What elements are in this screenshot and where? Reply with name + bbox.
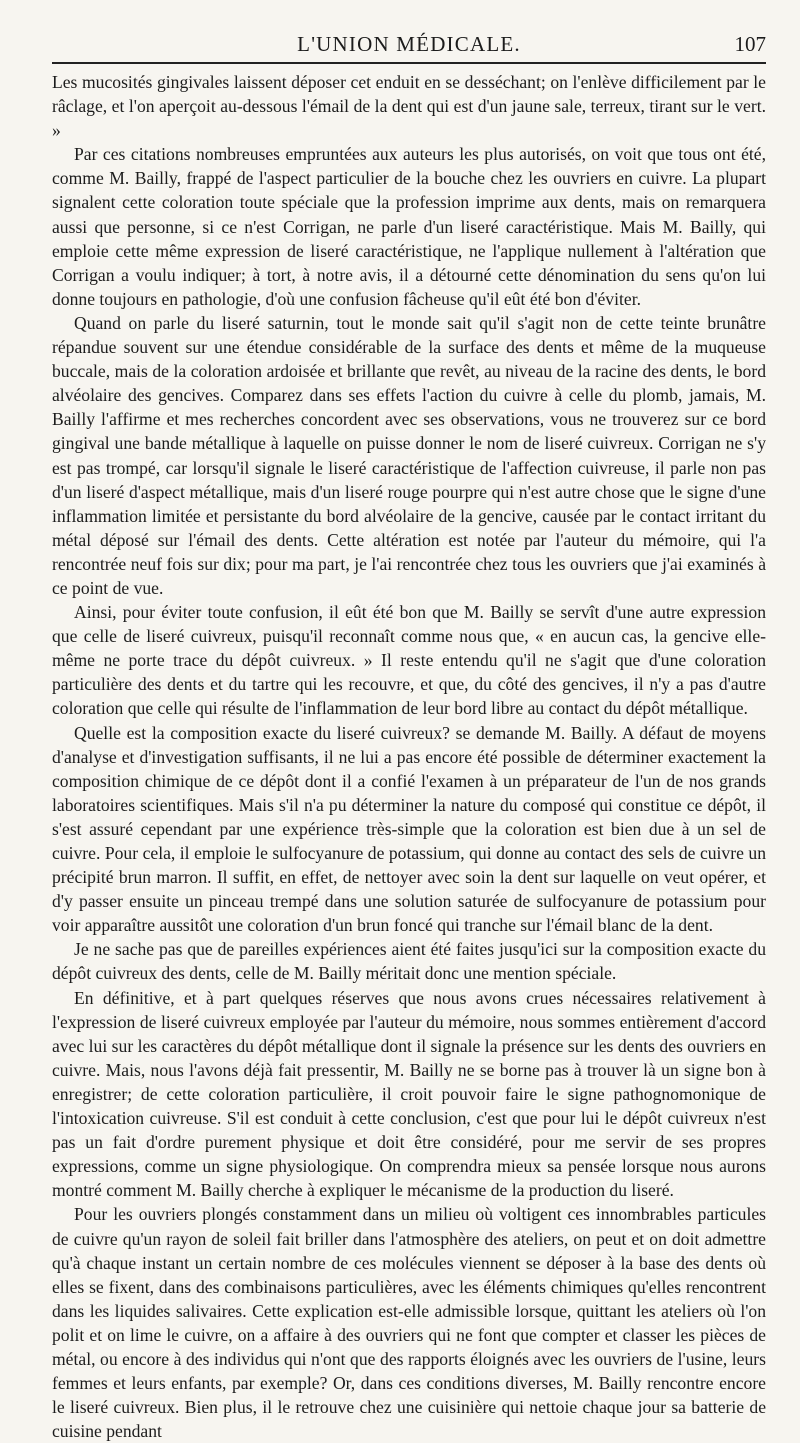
paragraph: Je ne sache pas que de pareilles expériences aient été faites jusqu'ici sur la composition exacte du dépôt cuivreux des dents, celle de M. Bailly méritait donc une mention spéciale. [52, 939, 766, 984]
running-header [52, 28, 766, 62]
journal-title: L'UNION MÉDICALE. [297, 32, 521, 56]
paragraph: Quand on parle du liseré saturnin, tout le monde sait qu'il s'agit non de cette teinte brunâtre répandue souvent sur une étendue considérable de la surface des dents et même de la muqueuse buccale, mais de la coloration ardoisée et brillante que revêt, au niveau de la racine des dents, le bord alvéolaire des gencives. Comparez dans ses effets l'action du cuivre à celle du plomb, jamais, M. Bailly l'affirme et mes recherches concordent avec ses observations, vous ne trouverez sur ce bord gingival une bande métallique à laquelle on puisse donner le nom de liseré cuivreux. Corrigan ne s'y est pas trompé, car lorsqu'il signale le liseré caractéristique de l'affection cuivreuse, il parle non pas d'un liseré d'aspect métallique, mais d'un liseré rouge pourpre qui n'est autre chose que le signe d'une inflammation limitée et persistante du bord alvéolaire de la gencive, causée par le contact irritant du métal déposé sur l'émail des dents. Cette altération est notée par l'auteur du mémoire, qui l'a rencontrée neuf fois sur dix; pour ma part, je l'ai rencontrée chez tous les ouvriers que j'ai examinés à ce point de vue. [52, 312, 766, 598]
header-rule [52, 62, 766, 64]
paragraph: Pour les ouvriers plongés constamment dans un milieu où voltigent ces innombrables particules de cuivre qu'un rayon de soleil fait briller dans l'atmosphère des ateliers, on peut et on doit admettre qu'à chaque instant un certain nombre de ces molécules viennent se déposer à la base des dents où elles se fixent, dans des combinaisons particulières, avec les éléments chimiques qu'elles rencontrent dans les liquides salivaires. Cette explication est-elle admissible lorsque, quittant les ateliers où l'on polit et on lime le cuivre, on a affaire à des ouvriers qui ne font que compter et classer les pièces de métal, ou encore à des individus qui n'ont que des rapports éloignés avec les ouvriers de l'usine, leurs femmes et leurs enfants, par exemple? Or, dans ces conditions diverses, M. Bailly rencontre encore le liseré cuivreux. Bien plus, il le retrouve chez une cuisinière qui nettoie chaque jour sa batterie de cuisine pendant [52, 1204, 766, 1442]
paragraph: Par ces citations nombreuses empruntées aux auteurs les plus autorisés, on voit que tous ont été, comme M. Bailly, frappé de l'aspect particulier de la bouche chez les ouvriers en cuivre. La plupart signalent cette coloration toute spéciale que la profession imprime aux dents, mais on remarquera aussi que personne, si ce n'est Corrigan, ne parle d'un liseré caractéristique. Mais M. Bailly, qui emploie cette même expression de liseré caractéristique, ne l'applique nullement à l'altération que Corrigan a voulu indiquer; à tort, à notre avis, il a détourné cette dénomination du sens qu'on lui donne toujours en pathologie, d'où une confusion fâcheuse qu'il eût été bon d'éviter. [52, 144, 766, 309]
paragraph: Les mucosités gingivales laissent déposer cet enduit en se desséchant; on l'enlève difficilement par le râclage, et l'on aperçoit au-dessous l'émail de la dent qui est d'un jaune sale, terreux, tirant sur le vert. » [52, 72, 766, 141]
article-body [52, 70, 766, 1443]
page-number: 107 [734, 32, 766, 56]
paragraph: Ainsi, pour éviter toute confusion, il eût été bon que M. Bailly se servît d'une autre expression que celle de liseré cuivreux, puisqu'il reconnaît comme nous que, « en aucun cas, la gencive elle-même ne porte trace du dépôt cuivreux. » Il reste entendu qu'il ne s'agit que d'une coloration particulière des dents et du tartre qui les recouvre, et que, du côté des gencives, il n'y a pas d'autre coloration que celle qui résulte de l'inflammation de leur bord libre au contact du dépôt métallique. [52, 602, 766, 719]
paragraph: En définitive, et à part quelques réserves que nous avons crues nécessaires relativement à l'expression de liseré cuivreux employée par l'auteur du mémoire, nous sommes entièrement d'accord avec lui sur les caractères du dépôt métallique dont il signale la présence sur les dents des ouvriers en cuivre. Mais, nous l'avons déjà fait pressentir, M. Bailly ne se borne pas à trouver là un signe bon à enregistrer; de cette coloration particulière, il croit pouvoir faire le signe pathognomonique de l'intoxication cuivreuse. S'il est conduit à cette conclusion, c'est que pour lui le dépôt cuivreux n'est pas un fait d'ordre purement physique et doit être considéré, pour me servir de ses propres expressions, comme un signe physiologique. On comprendra mieux sa pensée lorsque nous aurons montré comment M. Bailly cherche à expliquer le mécanisme de la production du liseré. [52, 987, 766, 1201]
paragraph: Quelle est la composition exacte du liseré cuivreux? se demande M. Bailly. A défaut de moyens d'analyse et d'investigation suffisants, il ne lui a pas encore été possible de déterminer exactement la composition chimique de ce dépôt dont il a confié l'examen à un préparateur de l'un de nos grands laboratoires scientifiques. Mais s'il n'a pu déterminer la nature du composé qui constitue ce dépôt, il s'est assuré cependant par une expérience très-simple que la coloration est bien due à un sel de cuivre. Pour cela, il emploie le sulfocyanure de potassium, qui donne au contact des sels de cuivre un précipité brun marron. Il suffit, en effet, de nettoyer avec soin la dent sur laquelle on veut opérer, et d'y passer ensuite un pinceau trempé dans une solution saturée de sulfocyanure de potassium pour voir apparaître aussitôt une coloration d'un brun foncé qui tranche sur l'émail blanc de la dent. [52, 722, 766, 936]
